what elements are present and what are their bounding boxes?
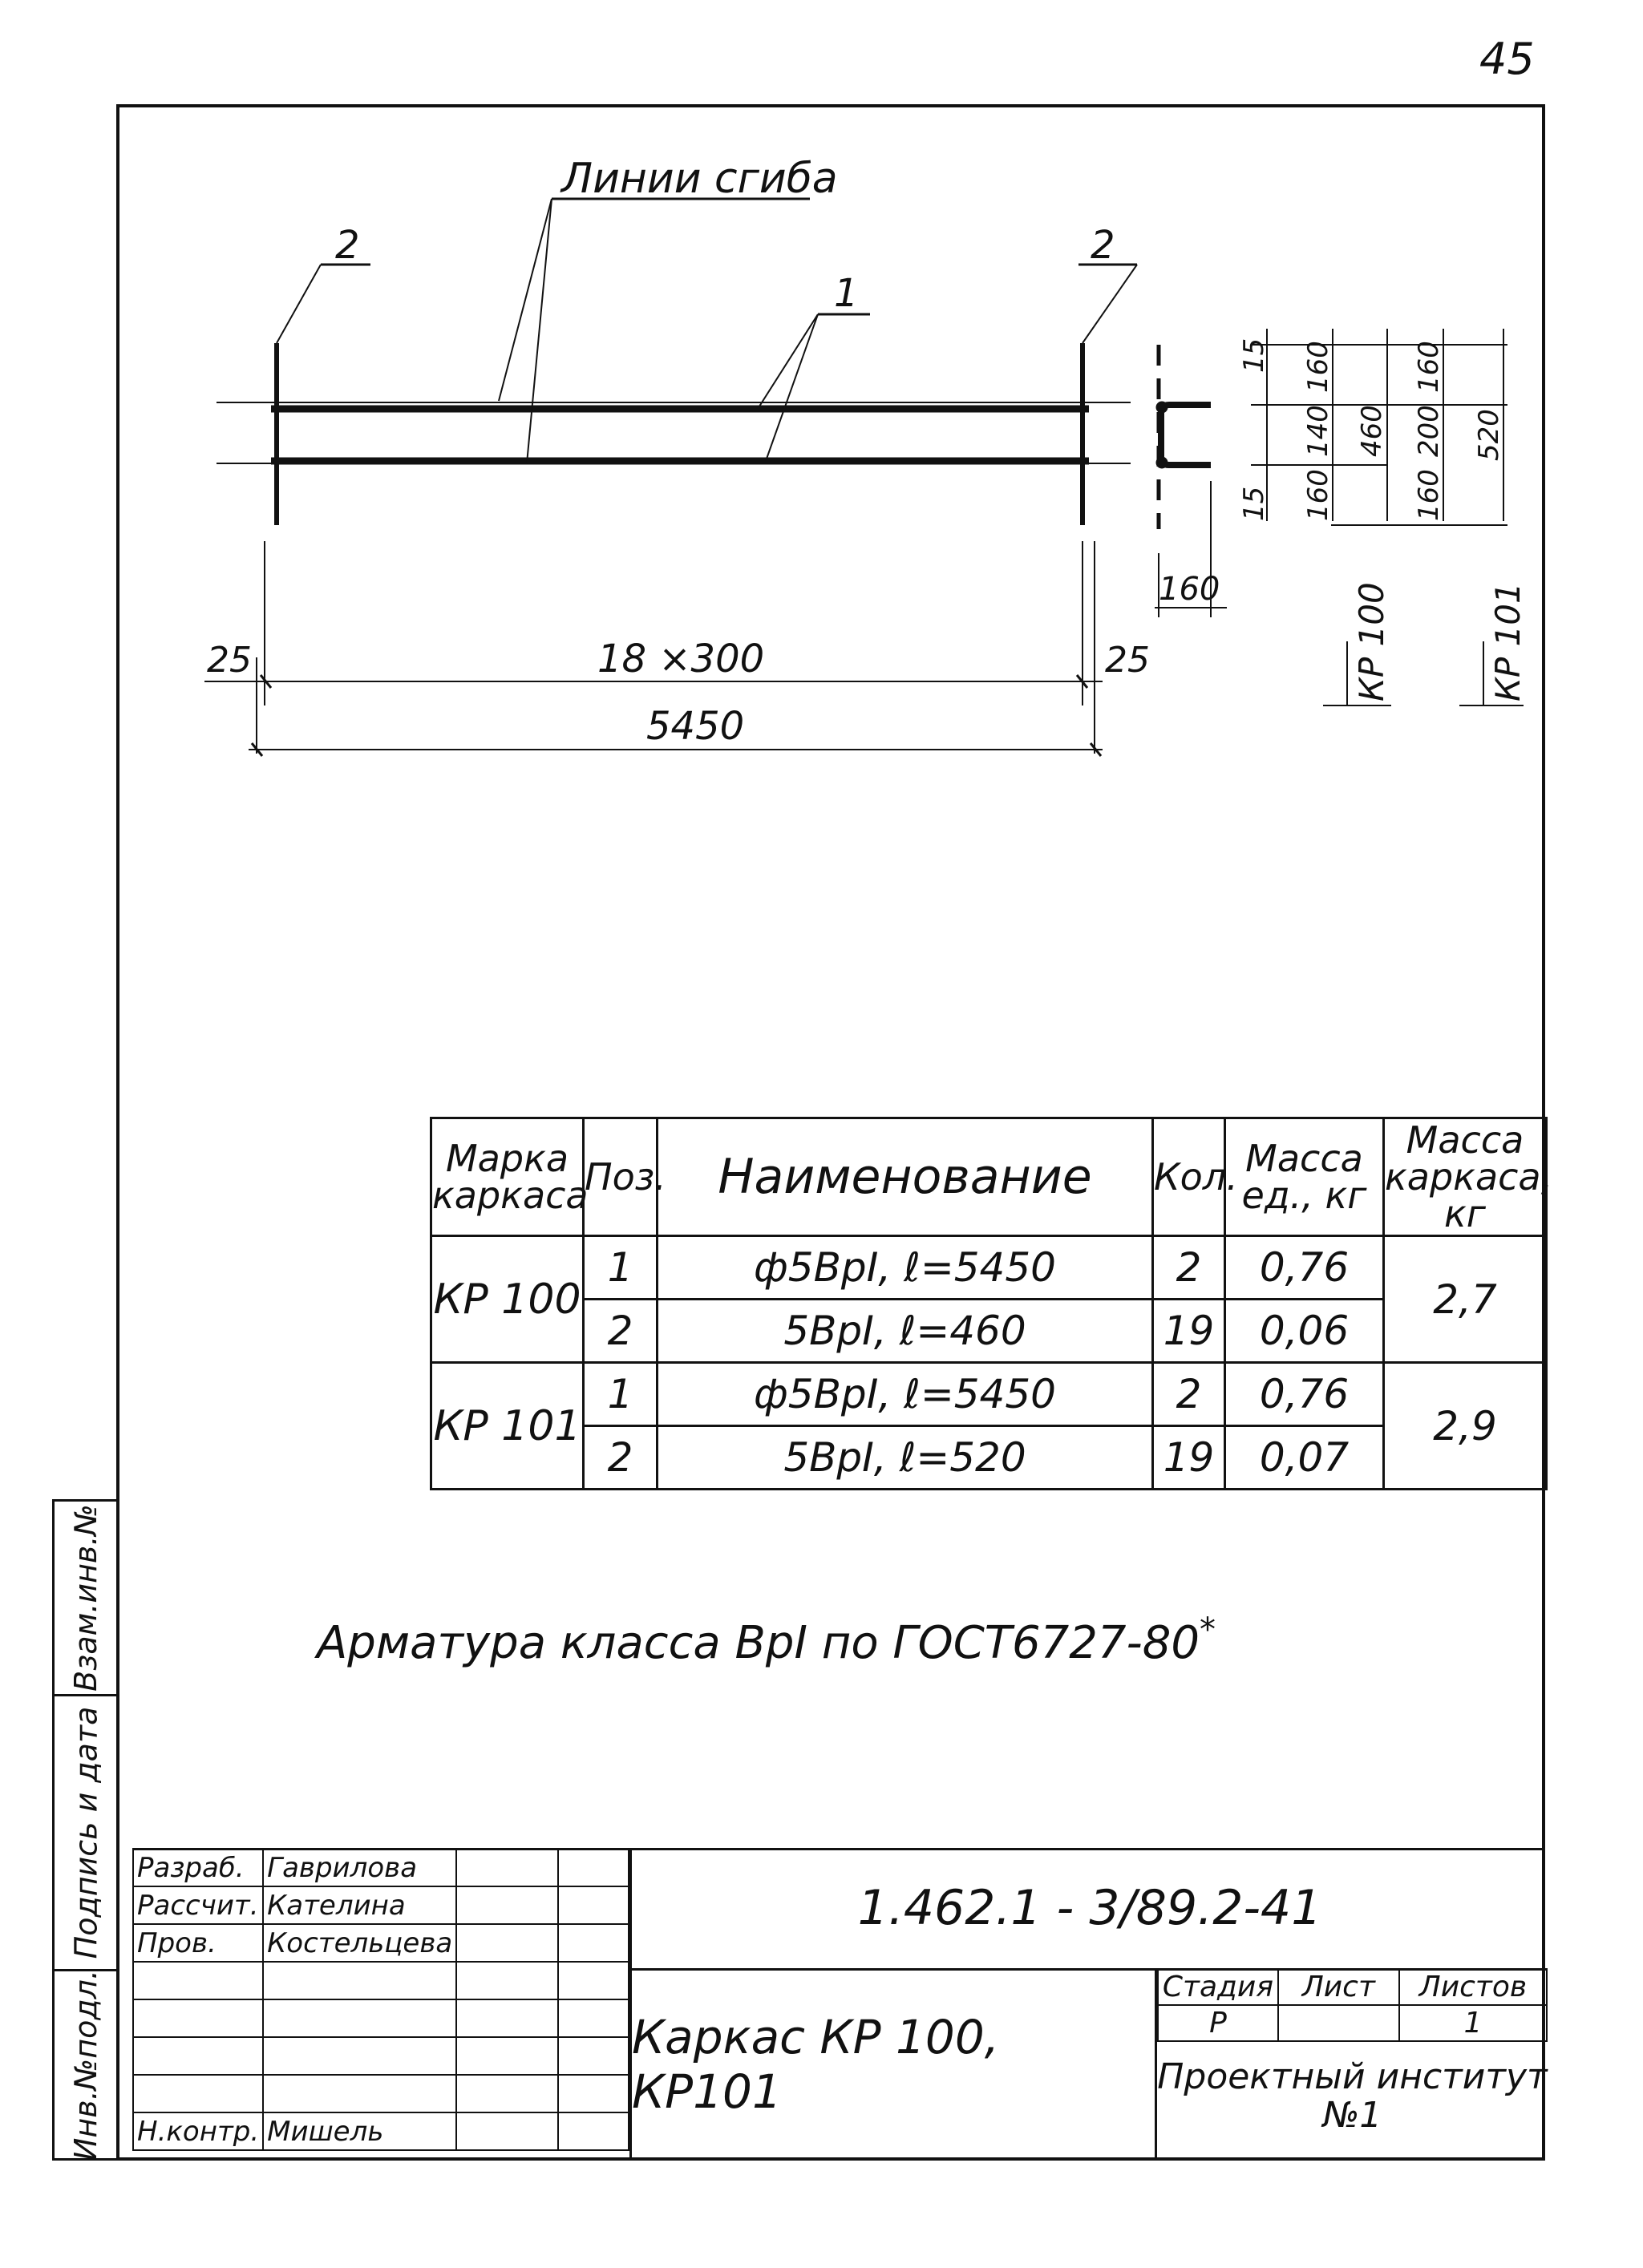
item-name: ф5ВрI, ℓ=5450 xyxy=(658,1236,1153,1300)
side-cell-vzam-inv xyxy=(55,1502,117,1696)
section-bottom-gap: 15 xyxy=(1238,486,1270,521)
sign-role xyxy=(133,2037,263,2075)
institute xyxy=(1157,2032,1548,2161)
dim-end-left: 25 xyxy=(207,640,252,681)
sign-name: Мишель xyxy=(263,2112,456,2150)
item-name: 5ВрI, ℓ=520 xyxy=(658,1426,1153,1490)
table-row xyxy=(431,1426,1547,1490)
frame-mark: КР 101 xyxy=(431,1363,584,1490)
kp100-total-dim: 460 xyxy=(1356,405,1388,457)
position-number: 2 xyxy=(584,1300,658,1363)
institute-line1: Проектный институт xyxy=(1157,2056,1548,2097)
reinforcement-note xyxy=(317,1611,1216,1669)
item-unit-mass: 0,06 xyxy=(1225,1300,1384,1363)
bend-lines-label: Линии сгиба xyxy=(561,155,838,203)
dim-total: 5450 xyxy=(646,704,745,749)
sign-role xyxy=(133,1999,263,2037)
sign-role: Н.контр. xyxy=(133,2112,263,2150)
side-cell-inv-orig xyxy=(55,1969,117,2161)
side-label-sign-date: Подпись и дата xyxy=(68,1706,104,1959)
sign-role: Рассчит. xyxy=(133,1886,263,1924)
kp101-mid-dim: 200 xyxy=(1413,405,1445,457)
kp100-section-label: КР 100 xyxy=(1352,582,1391,701)
drawing-title: Каркас КР 100, КР101 xyxy=(629,1968,1157,2161)
sheets-value: 1 xyxy=(1399,2005,1547,2041)
side-cell-sign-date xyxy=(55,1696,117,1971)
signature-row xyxy=(133,2112,629,2150)
stage-value: Р xyxy=(1158,2005,1278,2041)
kp101-total-dim: 520 xyxy=(1473,409,1505,461)
stage-table xyxy=(1157,1968,1548,2042)
position-number: 1 xyxy=(584,1363,658,1426)
item-name: 5ВрI, ℓ=460 xyxy=(658,1300,1153,1363)
header-frame-mass: Масса каркаса, кг xyxy=(1385,1118,1553,1235)
callout-pos2-left: 2 xyxy=(335,223,360,268)
callout-pos2-right: 2 xyxy=(1091,223,1115,268)
dim-end-right: 25 xyxy=(1105,640,1150,681)
sign-name: Кателина xyxy=(263,1886,456,1924)
sign-role: Разраб. xyxy=(133,1849,263,1886)
stage-grid xyxy=(1155,1968,1548,2161)
kp100-top-dim: 160 xyxy=(1302,341,1334,393)
kp100-mid-dim: 140 xyxy=(1302,405,1334,457)
frame-mass: 2,7 xyxy=(1384,1236,1547,1363)
title-block xyxy=(132,1848,1548,2161)
note-text: Арматура класса ВрI по ГОСТ6727-80 xyxy=(317,1617,1200,1669)
header-pos: Поз. xyxy=(584,1118,658,1236)
section-leg-dim: 160 xyxy=(1159,571,1220,608)
frame-mass: 2,9 xyxy=(1384,1363,1547,1490)
signature-mark xyxy=(456,2112,558,2150)
note-asterisk: * xyxy=(1200,1611,1216,1648)
item-name: ф5ВрI, ℓ=5450 xyxy=(658,1363,1153,1426)
signature-row xyxy=(133,1999,629,2037)
signature-row xyxy=(133,1924,629,1962)
kp100-bottom-dim: 160 xyxy=(1302,469,1334,521)
item-unit-mass: 0,76 xyxy=(1225,1363,1384,1426)
signature-row xyxy=(133,2075,629,2112)
item-unit-mass: 0,07 xyxy=(1225,1426,1384,1490)
side-stamp xyxy=(52,1499,119,2161)
sheets-label: Листов xyxy=(1399,1969,1547,2005)
kp101-section-label: КР 101 xyxy=(1488,582,1528,701)
sheet-label: Лист xyxy=(1278,1969,1399,2005)
sign-name xyxy=(263,2037,456,2075)
frame-mark: КР 100 xyxy=(431,1236,584,1363)
side-label-inv-orig: Инв.№подл. xyxy=(68,1969,104,2161)
sign-role xyxy=(133,1962,263,1999)
table-row xyxy=(431,1363,1547,1426)
signature-row xyxy=(133,1886,629,1924)
header-qty: Кол. xyxy=(1153,1118,1225,1236)
item-quantity: 19 xyxy=(1153,1426,1225,1490)
specification-table xyxy=(430,1117,1553,1490)
section-top-gap: 15 xyxy=(1238,338,1270,373)
item-quantity: 2 xyxy=(1153,1363,1225,1426)
kp101-top-dim: 160 xyxy=(1413,341,1445,393)
header-unit-mass: Масса ед., кг xyxy=(1225,1118,1384,1236)
signature-mark xyxy=(456,1924,558,1962)
section-bar-profile xyxy=(1161,405,1211,465)
spec-header-row xyxy=(431,1118,1547,1236)
item-quantity: 2 xyxy=(1153,1236,1225,1300)
sign-name xyxy=(263,1962,456,1999)
institute-line2: №1 xyxy=(1322,2095,1382,2136)
signature-row xyxy=(133,1849,629,1886)
item-quantity: 19 xyxy=(1153,1300,1225,1363)
sign-name xyxy=(263,1999,456,2037)
item-unit-mass: 0,76 xyxy=(1225,1236,1384,1300)
signature-row xyxy=(133,1962,629,1999)
table-row xyxy=(431,1300,1547,1363)
dim-spacing: 18 ×300 xyxy=(597,637,765,681)
position-number: 1 xyxy=(584,1236,658,1300)
page-number: 45 xyxy=(1479,34,1535,84)
signature-table xyxy=(132,1848,629,2151)
signature-mark xyxy=(456,1849,558,1886)
side-label-vzam-inv: Взам.инв.№ xyxy=(68,1504,104,1692)
callout-pos1: 1 xyxy=(834,271,859,316)
signature-mark xyxy=(456,1886,558,1924)
sign-role xyxy=(133,2075,263,2112)
kp101-bottom-dim: 160 xyxy=(1413,469,1445,521)
document-code: 1.462.1 - 3/89.2-41 xyxy=(629,1848,1548,1971)
position-number: 2 xyxy=(584,1426,658,1490)
sign-role: Пров. xyxy=(133,1924,263,1962)
sign-name: Костельцева xyxy=(263,1924,456,1962)
sign-name xyxy=(263,2075,456,2112)
table-row xyxy=(431,1236,1547,1300)
header-name: Наименование xyxy=(658,1118,1153,1236)
header-mark: Марка каркаса xyxy=(431,1118,584,1236)
signature-row xyxy=(133,2037,629,2075)
stage-label: Стадия xyxy=(1158,1969,1278,2005)
sign-name: Гаврилова xyxy=(263,1849,456,1886)
